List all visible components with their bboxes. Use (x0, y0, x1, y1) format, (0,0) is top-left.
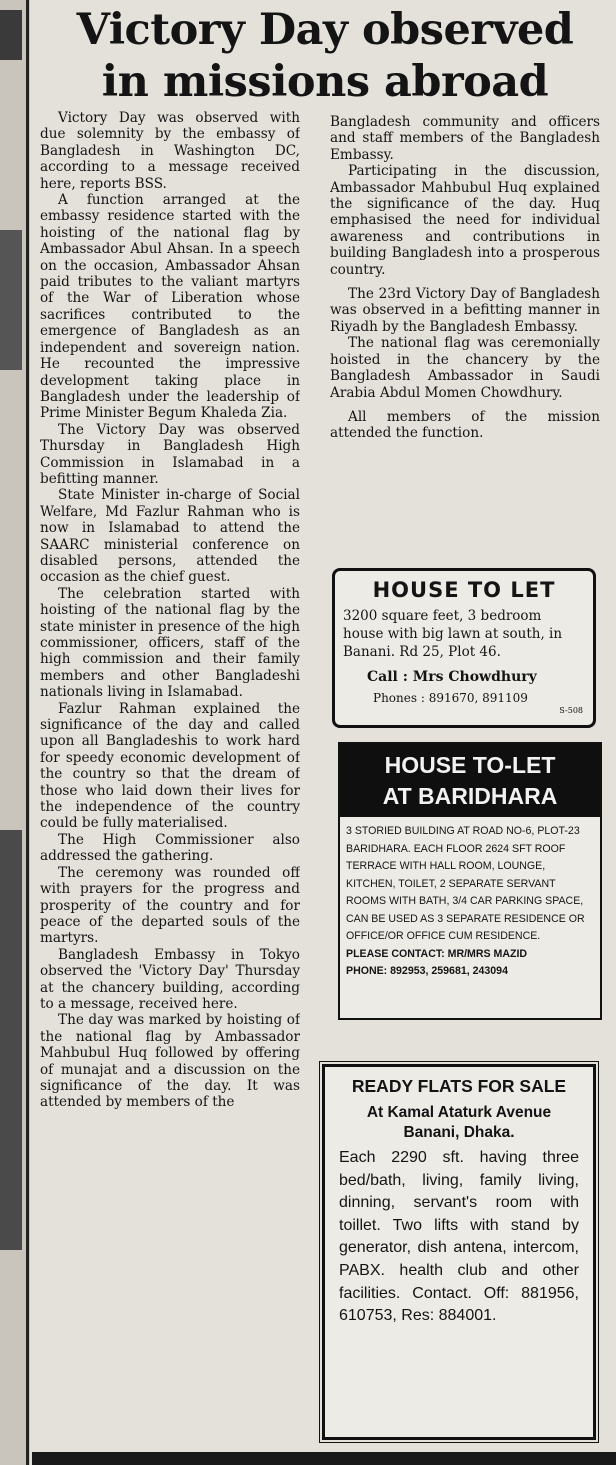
ad-title: READY FLATS FOR SALE (351, 1076, 567, 1096)
baridhara-ad (338, 742, 602, 1020)
column-rule (26, 0, 29, 1465)
article-column-right (330, 114, 600, 554)
ad-title: HOUSE TO LET (372, 578, 556, 602)
bottom-rule (32, 1452, 616, 1465)
adjacent-column-strip (0, 0, 30, 1465)
article-paragraph: All members of the mission attended the function. (330, 408, 600, 442)
article-paragraph: The celebration started with hoisting of the national flag by the state minister in presence of the high commissioner, officers, staff of the high commission and their family members and other Bangladeshi nationals living in Islamabad. (40, 585, 300, 701)
house-to-let-ad (332, 568, 596, 728)
ad-title-line-1: HOUSE TO-LET (384, 752, 556, 778)
adjacent-photo-fragment (0, 830, 22, 1250)
ad-title-band (340, 744, 600, 817)
article-paragraph: Bangladesh community and officers and staff members of the Bangladesh Embassy. (330, 114, 600, 163)
ad-location-line-1: At Kamal Ataturk Avenue (366, 1104, 552, 1121)
headline-line-2: in missions abroad (101, 57, 549, 107)
article-paragraph: The High Commissioner also addressed the gathering. (40, 831, 300, 865)
article-column-left (40, 110, 300, 1452)
article-paragraph: Participating in the discussion, Ambassador Mahbubul Huq explained the significance of the day. Huq emphasised the need for individual awareness and contributions in building Bangladesh into a prosperous country. (330, 163, 600, 278)
ad-body: Each 2290 sft. having three bed/bath, living, family living, dinning, servant's room with toillet. Two lifts with stand by generator, dish antena, intercom, PABX. health club and other facilities. Contact. Off: 881956, 610753, Res: 884001. (339, 1149, 579, 1325)
ad-location (339, 1103, 579, 1143)
ad-code: S-508 (559, 706, 583, 715)
article-paragraph: The Victory Day was observed Thursday in Bangladesh High Commission in Islamabad in a befitting manner. (40, 421, 300, 487)
ad-contact: Call : Mrs Chowdhury (367, 669, 537, 685)
article-paragraph: Bangladesh Embassy in Tokyo observed the 'Victory Day' Thursday at the chancery building, according to a message, received here. (40, 946, 300, 1012)
article-paragraph: State Minister in-charge of Social Welfare, Md Fazlur Rahman who is now in Islamabad to attend the SAARC ministerial conference on disabled persons, attended the occasion as the chief guest. (40, 487, 300, 586)
flats-for-sale-ad (322, 1064, 596, 1440)
ad-title-line-2: AT BARIDHARA (382, 783, 558, 809)
ad-phones: Phones : 891670, 891109 (373, 691, 528, 705)
article-paragraph: The day was marked by hoisting of the national flag by Ambassador Mahbubul Huq followed by offering of munajat and a discussion on the significance of the day. It was attended by members of the (40, 1012, 300, 1111)
ad-location-line-2: Banani, Dhaka. (403, 1124, 515, 1141)
article-paragraph: The 23rd Victory Day of Bangladesh was observed in a befitting manner in Riyadh by the Bangladesh Embassy. (330, 286, 600, 335)
article-headline (40, 4, 610, 108)
article-paragraph: A function arranged at the embassy residence started with the hoisting of the national flag by Ambassador Abul Ahsan. In a speech on the occasion, Ambassador Ahsan paid tributes to the valiant martyrs of the War of Liberation whose sacrifices contributed to the emergence of Bangladesh as an independent and sovereign nation. He recounted the impressive development taking place in Bangladesh under the leadership of Prime Minister Begum Khaleda Zia. (40, 192, 300, 422)
ad-body: 3200 square feet, 3 bedroom house with big lawn at south, in Banani. Rd 25, Plot 46. (343, 608, 563, 660)
article-paragraph: Victory Day was observed with due solemnity by the embassy of Bangladesh in Washington DC, according to a message received here, reports BSS. (40, 110, 300, 192)
headline-line-1: Victory Day observed (76, 5, 574, 55)
ad-phone: PHONE: 892953, 259681, 243094 (346, 965, 508, 977)
ad-body: 3 STORIED BUILDING AT ROAD NO-6, PLOT-23 BARIDHARA. EACH FLOOR 2624 SFT ROOF TERRACE WITH HALL ROOM, LOUNGE, KITCHEN, TOILET, 2 SEPARATE SERVANT ROOMS WITH BATH, 3/4 CAR PARKING SPACE, CAN BE USED AS 3 SEPARATE RESIDENCE OR OFFICE/OR OFFICE CUM RESIDENCE. (346, 825, 585, 942)
article-paragraph: Fazlur Rahman explained the significance of the day and called upon all Bangladeshis to work hard for speedy economic development of the country so that the dream of those who laid down their lives for the independence of the country could be fully materialised. (40, 700, 300, 832)
adjacent-photo-fragment (0, 230, 22, 370)
article-paragraph: The ceremony was rounded off with prayers for the progress and prosperity of the country and for peace of the departed souls of the martyrs. (40, 864, 300, 947)
adjacent-photo-fragment (0, 10, 22, 60)
ad-contact: PLEASE CONTACT: MR/MRS MAZID (346, 947, 528, 960)
article-paragraph: The national flag was ceremonially hoisted in the chancery by the Bangladesh Ambassador in Saudi Arabia Abdul Momen Chowdhury. (330, 335, 600, 401)
